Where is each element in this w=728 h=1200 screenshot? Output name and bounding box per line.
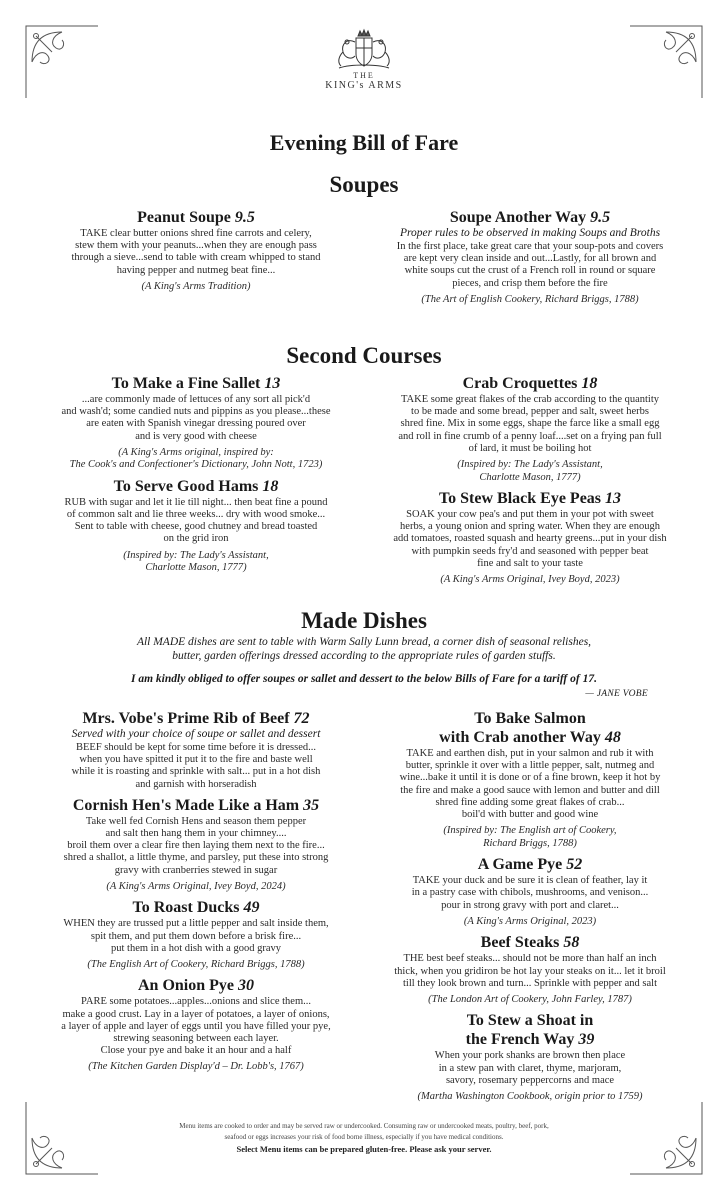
description-line: strewing seasoning between each layer.	[113, 1033, 279, 1045]
dish-name	[366, 489, 694, 508]
source-line: The Cook's and Confectioner's Dictionary, John Nott, 1723)	[69, 459, 323, 471]
dish-name	[366, 374, 694, 393]
description-line: boil'd with butter and good wine	[461, 809, 599, 821]
menu-item	[32, 709, 360, 791]
made-dishes-quote: I am kindly obliged to offer soupes or sallet and dessert to the below Bills of Fare for a tariff of 17.	[131, 673, 597, 685]
dish-description	[32, 918, 360, 955]
dish-source	[366, 916, 694, 929]
source-line: Charlotte Mason, 1777)	[145, 562, 247, 574]
description-line: with pumpkin seeds fry'd and seasoned with pepper beat	[411, 545, 649, 557]
description-line: to be made and some bread, pepper and salt, sweet herbs	[411, 406, 649, 418]
menu-item	[32, 477, 360, 575]
menu-item	[366, 208, 694, 306]
description-line: add tomatoes, roasted squash and hearty greens...put in your dish	[393, 533, 667, 545]
description-line: butter, sprinkle it over with a little pepper, salt, nutmeg and	[405, 760, 655, 772]
dish-source	[32, 550, 360, 575]
dish-name	[32, 796, 360, 815]
dish-title-line2: the French Way	[465, 1031, 575, 1049]
dish-description	[366, 241, 694, 290]
dish-price: 72	[293, 710, 310, 727]
dish-price: 9.5	[234, 209, 255, 226]
dish-price: 35	[303, 796, 320, 814]
dish-description	[366, 953, 694, 990]
page-title: Evening Bill of Fare	[269, 130, 459, 155]
menu-item	[366, 933, 694, 1006]
dish-description	[32, 816, 360, 877]
description-line: till they look brown and turn... Sprinkle with pepper and salt	[403, 977, 657, 989]
source-line: (A King's Arms Original, Ivey Boyd, 2024)	[106, 880, 286, 892]
gluten-free-note: Select Menu items can be prepared gluten-free. Please ask your server.	[236, 1144, 492, 1154]
description-line: gravy with cranberries stewed in sugar	[114, 864, 278, 876]
dish-description	[32, 497, 360, 546]
disclaimer-line: Menu items are cooked to order and may be served raw or undercooked. Consuming raw or undercooked meats, poultry, beef, pork,	[179, 1122, 549, 1130]
dish-source	[32, 1061, 360, 1074]
dish-source	[366, 574, 694, 587]
description-line: TAKE some great flakes of the crab according to the quantity	[400, 394, 660, 405]
description-line: are eaten with Spanish vinegar dressing poured over	[86, 418, 306, 430]
made-intro-line: butter, garden offerings dressed according to the appropriate rules of garden stuffs.	[172, 649, 556, 662]
menu-item	[32, 796, 360, 894]
quote-author: — JANE VOBE	[585, 689, 648, 699]
dish-name	[32, 709, 360, 728]
menu-item	[32, 976, 360, 1074]
description-line: PARE some potatoes...apples...onions and slice them...	[80, 996, 311, 1008]
description-line: BEEF should be kept for some time before it is dressed...	[76, 742, 316, 753]
made-dishes-intro	[60, 636, 668, 663]
made-intro-line: All MADE dishes are sent to table with Warm Sally Lunn bread, a corner dish of seasonal relishes,	[136, 636, 592, 648]
dish-price: 49	[243, 899, 260, 917]
description-line: and garnish with horseradish	[135, 778, 257, 790]
source-line: (The London Art of Cookery, John Farley, 1787)	[428, 993, 632, 1005]
description-line: the fire and make a good sauce with lemon and butter and dill	[400, 784, 660, 796]
dish-price: 13	[264, 375, 281, 392]
section-heading-soupes: Soupes	[329, 172, 399, 197]
dish-price: 18	[262, 477, 279, 495]
menu-item	[32, 898, 360, 971]
source-line: (The English Art of Cookery, Richard Briggs, 1788)	[87, 958, 305, 970]
disclaimer-line: seafood or eggs increases your risk of food borne illness, especially if you have medical conditions.	[224, 1133, 504, 1141]
dish-subtitle: Served with your choice of soupe or sallet and dessert	[71, 728, 321, 740]
corner-flourish-icon	[22, 22, 102, 102]
description-line: and is very good with cheese	[135, 430, 257, 442]
dish-name	[32, 374, 360, 393]
dish-title: To Bake Salmon	[474, 710, 586, 727]
source-line: Charlotte Mason, 1777)	[479, 471, 581, 483]
description-line: shred fine. Mix in some eggs, shape the farce like a small egg	[400, 418, 660, 430]
description-line: THE best beef steaks... should not be more than half an inch	[403, 953, 657, 965]
menu-item	[366, 1011, 694, 1103]
dish-description	[366, 748, 694, 821]
menu-item	[32, 208, 360, 293]
dish-price: 58	[563, 934, 580, 952]
dish-price: 18	[581, 375, 598, 392]
dish-source	[366, 459, 694, 484]
menu-item	[32, 374, 360, 472]
dish-name	[366, 855, 694, 874]
dish-title: Soupe Another Way	[449, 209, 587, 226]
section-heading-made-dishes: Made Dishes	[301, 608, 427, 633]
dish-price: 13	[605, 490, 622, 508]
dish-description	[32, 996, 360, 1057]
dish-title: To Stew Black Eye Peas	[438, 490, 602, 508]
dish-title: Cornish Hen's Made Like a Ham	[72, 796, 300, 814]
description-line: when you have spitted it put it to the fire and baste well	[79, 754, 313, 766]
dish-name	[32, 477, 360, 496]
description-line: fine and salt to your taste	[477, 557, 583, 569]
description-line: savory, rosemary peppercorns and mace	[445, 1074, 615, 1086]
dish-name	[32, 898, 360, 917]
dish-source	[32, 881, 360, 894]
brand-logo	[314, 28, 414, 91]
menu-item	[366, 709, 694, 850]
description-line: In the first place, take great care that your soup-pots and covers	[396, 241, 664, 252]
description-line: white soups cut the crust of a French roll in round or square	[404, 265, 656, 277]
dish-title: A Game Pye	[477, 856, 563, 874]
source-line: (A King's Arms Original, Ivey Boyd, 2023)	[440, 574, 620, 586]
source-line: (Inspired by: The Lady's Assistant,	[457, 459, 603, 471]
description-line: shred a shallot, a little thyme, and parsley, put these into strong	[63, 852, 329, 864]
description-line: on the grid iron	[163, 533, 229, 545]
dish-title: Mrs. Vobe's Prime Rib of Beef	[82, 710, 290, 727]
description-line: spit them, and put them down before a brisk fire...	[90, 930, 302, 942]
description-line: Take well fed Cornish Hens and season them pepper	[85, 815, 307, 827]
description-line: herbs, a young onion and spring water. When they are enough	[400, 521, 660, 533]
description-line: and wash'd; some candied nuts and pippins as you please...these	[61, 406, 331, 418]
soupes-left-column	[32, 208, 360, 298]
menu-item	[366, 855, 694, 928]
description-line: of common salt and lie three weeks... dry with wood smoke...	[66, 509, 326, 521]
dish-price: 52	[566, 856, 583, 874]
dish-title-line2: with Crab another Way	[439, 729, 601, 746]
description-line: make a good crust. Lay in a layer of potatoes, a layer of onions,	[62, 1008, 330, 1020]
source-line: Richard Briggs, 1788)	[483, 837, 577, 849]
description-line: WHEN they are trussed put a little pepper and salt inside them,	[63, 918, 329, 930]
description-line: wine...bake it until it is done or of a fine brown, keep it hot by	[399, 772, 661, 784]
description-line: put them in a hot dish with a good gravy	[110, 942, 282, 954]
dish-title: Peanut Soupe	[137, 209, 231, 226]
dish-name	[366, 208, 694, 227]
dish-title: To Roast Ducks	[132, 899, 240, 917]
dish-name	[32, 976, 360, 995]
made-left-column	[32, 709, 360, 1079]
source-line: (The Kitchen Garden Display'd – Dr. Lobb's, 1767)	[88, 1061, 304, 1073]
dish-source	[32, 281, 360, 294]
source-line: (The Art of English Cookery, Richard Briggs, 1788)	[421, 293, 639, 305]
description-line: When your pork shanks are brown then place	[434, 1050, 626, 1062]
description-line: having pepper and nutmeg beat fine...	[116, 264, 276, 276]
description-line: Close your pye and bake it an hour and a half	[100, 1045, 292, 1057]
dish-title: Beef Steaks	[480, 934, 560, 952]
description-line: and salt then hang them in your chimney....	[105, 828, 287, 840]
description-line: Sent to table with cheese, good chutney and bread toasted	[74, 521, 318, 533]
description-line: in a stew pan with claret, thyme, marjoram,	[438, 1062, 622, 1074]
crest-icon	[329, 28, 399, 70]
dish-title: To Make a Fine Sallet	[111, 375, 261, 392]
dish-price: 39	[578, 1031, 595, 1049]
brand-the: THE	[353, 71, 375, 80]
second-left-column	[32, 374, 360, 580]
dish-name	[366, 1011, 694, 1049]
dish-source	[32, 447, 360, 472]
dish-title: An Onion Pye	[137, 977, 234, 995]
dish-price: 9.5	[590, 209, 611, 226]
dish-title: Crab Croquettes	[462, 375, 578, 392]
second-right-column	[366, 374, 694, 592]
dish-description	[32, 394, 360, 443]
source-line: (Martha Washington Cookbook, origin prior to 1759)	[417, 1091, 643, 1103]
dish-source	[32, 959, 360, 972]
description-line: are kept very clean inside and out...Lastly, for all brown and	[403, 253, 657, 265]
source-line: (A King's Arms Tradition)	[141, 280, 251, 292]
dish-source	[366, 994, 694, 1007]
source-line: (Inspired by: The English art of Cookery,	[443, 825, 617, 837]
description-line: broil them over a clear fire then laying them next to the fire...	[67, 840, 325, 852]
dish-name	[366, 709, 694, 747]
description-line: through a sieve...send to table with cream whipped to stand	[71, 252, 321, 264]
dish-source	[366, 1091, 694, 1104]
source-line: (A King's Arms original, inspired by:	[118, 446, 274, 458]
soupes-right-column	[366, 208, 694, 311]
description-line: of lard, it must be boiling hot	[468, 442, 592, 454]
corner-flourish-icon	[626, 22, 706, 102]
dish-name	[366, 933, 694, 952]
brand-name: KING's ARMS	[325, 80, 403, 91]
description-line: TAKE your duck and be sure it is clean of feather, lay it	[412, 875, 648, 887]
description-line: while it is roasting and sprinkle with salt... put in a hot dish	[71, 766, 321, 778]
description-line: thick, when you gridiron be hot lay your steaks on it... let it broil	[394, 965, 666, 977]
dish-title: To Serve Good Hams	[113, 477, 259, 495]
dish-description	[366, 394, 694, 455]
dish-subtitle: Proper rules to be observed in making Soups and Broths	[399, 227, 661, 239]
dish-description	[32, 228, 360, 277]
description-line: pieces, and crisp them before the fire	[452, 277, 608, 289]
description-line: TAKE clear butter onions shred fine carrots and celery,	[80, 228, 312, 239]
dish-price: 30	[238, 977, 254, 995]
dish-description	[366, 1050, 694, 1087]
source-line: (A King's Arms Original, 2023)	[463, 915, 597, 927]
description-line: RUB with sugar and let it lie till night... then beat fine a pound	[64, 496, 328, 508]
dish-description	[366, 509, 694, 570]
made-right-column	[366, 709, 694, 1109]
description-line: ...are commonly made of lettuces of any sort all pick'd	[81, 394, 311, 405]
section-heading-second-courses: Second Courses	[286, 343, 442, 368]
description-line: SOAK your cow pea's and put them in your pot with sweet	[406, 509, 654, 521]
description-line: shred fine adding some great flakes of crab...	[435, 796, 625, 808]
dish-source	[366, 825, 694, 850]
description-line: TAKE and earthen dish, put in your salmon and rub it with	[406, 748, 654, 759]
description-line: and roll in fine crumb of a penny loaf....set on a frying pan full	[398, 430, 662, 442]
source-line: (Inspired by: The Lady's Assistant,	[123, 549, 269, 561]
description-line: a layer of apple and layer of eggs until you have filled your pye,	[61, 1020, 331, 1032]
description-line: pour in strong gravy with port and claret...	[441, 899, 619, 911]
description-line: in a pastry case with chibols, mushrooms, and venison...	[411, 887, 649, 899]
dish-name	[32, 208, 360, 227]
dish-price: 48	[604, 729, 621, 746]
menu-item	[366, 489, 694, 587]
dish-description	[32, 742, 360, 791]
dish-description	[366, 875, 694, 912]
footer-disclaimer	[60, 1121, 668, 1154]
dish-source	[366, 294, 694, 307]
menu-item	[366, 374, 694, 484]
dish-title: To Stew a Shoat in	[466, 1012, 594, 1030]
description-line: stew them with your peanuts...when they are enough pass	[75, 240, 317, 252]
